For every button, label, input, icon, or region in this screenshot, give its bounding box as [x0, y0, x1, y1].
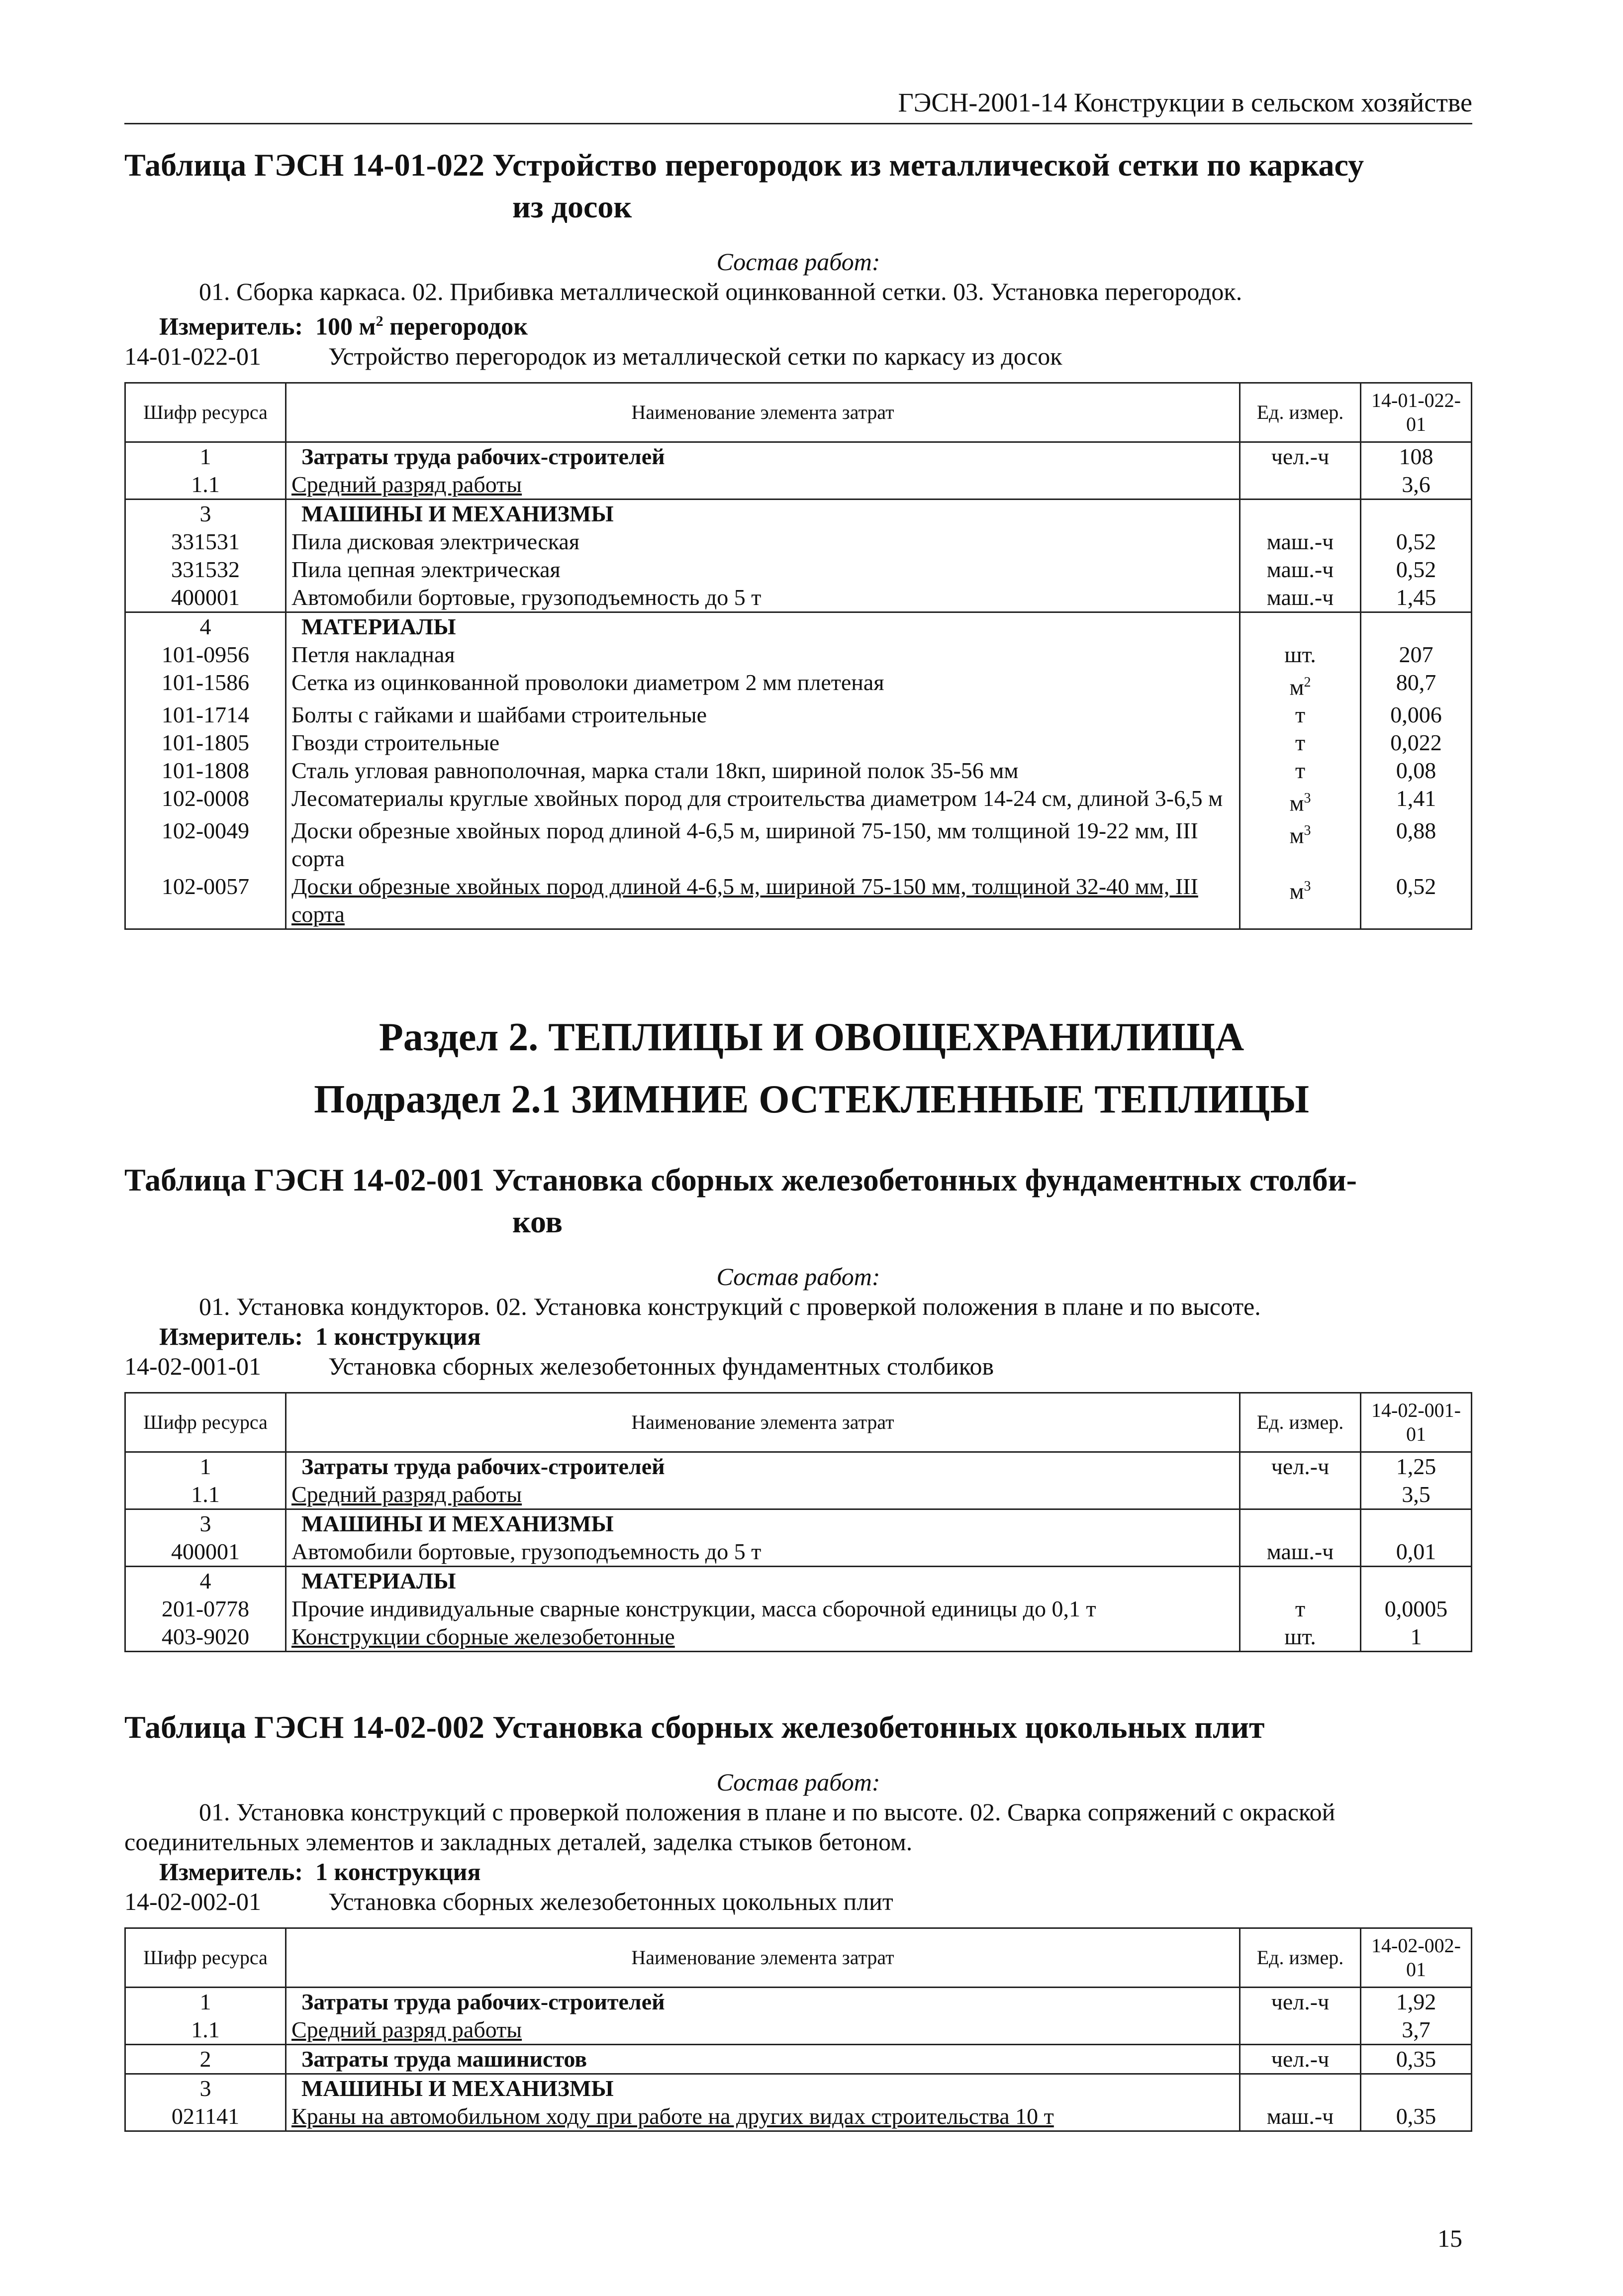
- resource-unit: [1240, 612, 1361, 641]
- resource-code: 1: [125, 442, 286, 471]
- resource-name: МАТЕРИАЛЫ: [286, 1567, 1240, 1596]
- composition-label: Состав работ:: [716, 1768, 880, 1796]
- resource-unit: т: [1240, 1595, 1361, 1623]
- norm-description: Устройство перегородок из металлической сетки по каркасу из досок: [328, 342, 1062, 370]
- resource-unit: шт.: [1240, 641, 1361, 669]
- meter-value: 1 конструкция: [315, 1322, 481, 1350]
- resource-unit: [1240, 2016, 1361, 2045]
- resource-name: МАШИНЫ И МЕХАНИЗМЫ: [286, 1509, 1240, 1538]
- table-row: [125, 641, 1472, 669]
- resource-name: Затраты труда рабочих-строителей: [286, 1452, 1240, 1481]
- resource-unit: чел.-ч: [1240, 2045, 1361, 2074]
- resource-value: 3,6: [1361, 471, 1472, 499]
- col-header-value: 14-02-002-01: [1361, 1928, 1472, 1988]
- resource-name: Болты с гайками и шайбами строительные: [286, 701, 1240, 729]
- resource-unit: [1240, 471, 1361, 499]
- resource-name: Конструкции сборные железобетонные: [286, 1623, 1240, 1652]
- composition-text: 01. Установка конструкций с проверкой положения в плане и по высоте. 02. Сварка сопряжений с окраской соединительных элементов и закладных деталей, заделка стыков бетоном.: [124, 1798, 1336, 1856]
- col-header-name: Наименование элемента затрат: [286, 383, 1240, 442]
- resource-name: Затраты труда машинистов: [286, 2045, 1240, 2074]
- table-row: [125, 729, 1472, 757]
- resource-value: 0,0005: [1361, 1595, 1472, 1623]
- resource-unit: $м^3$: [1240, 817, 1361, 873]
- resource-unit: $м^3$: [1240, 785, 1361, 817]
- table-title: [124, 144, 1472, 228]
- resource-name: Лесоматериалы круглые хвойных пород для строительства диаметром 14-24 см, длиной 3-6,5 м: [286, 785, 1240, 817]
- resource-unit: т: [1240, 729, 1361, 757]
- resource-code: 403-9020: [125, 1623, 286, 1652]
- resource-name: МАШИНЫ И МЕХАНИЗМЫ: [286, 2074, 1240, 2103]
- resource-value: 3,7: [1361, 2016, 1472, 2045]
- resource-code: 1.1: [125, 471, 286, 499]
- resource-value: 1,45: [1361, 584, 1472, 612]
- resource-code: 3: [125, 2074, 286, 2103]
- resource-value: [1361, 2074, 1472, 2103]
- resource-value: [1361, 612, 1472, 641]
- resource-value: 1: [1361, 1623, 1472, 1652]
- table-row: [125, 499, 1472, 528]
- table-row: [125, 1567, 1472, 1596]
- table-row: [125, 556, 1472, 584]
- resource-name: Средний разряд работы: [286, 471, 1240, 499]
- norm-description: Установка сборных железобетонных фундаментных столбиков: [328, 1352, 994, 1380]
- resource-unit: чел.-ч: [1240, 442, 1361, 471]
- resource-code: 1.1: [125, 1481, 286, 1509]
- page-number: 15: [1437, 2224, 1462, 2252]
- meter-line: [124, 1857, 1472, 1887]
- resource-value: 0,01: [1361, 1538, 1472, 1567]
- resource-code: 102-0049: [125, 817, 286, 873]
- resource-value: 0,022: [1361, 729, 1472, 757]
- resource-value: 0,52: [1361, 873, 1472, 929]
- table-row: [125, 2045, 1472, 2074]
- resource-code: 102-0008: [125, 785, 286, 817]
- resource-value: [1361, 499, 1472, 528]
- resource-code: 331531: [125, 528, 286, 556]
- table-block-14-01-022: [124, 144, 1472, 930]
- col-header-unit: Ед. измер.: [1240, 383, 1361, 442]
- table-title-line1: Таблица ГЭСН 14-02-001 Установка сборных железобетонных фундаментных столби-: [124, 1162, 1357, 1198]
- col-header-value: 14-01-022-01: [1361, 383, 1472, 442]
- resource-name: Прочие индивидуальные сварные конструкции, масса сборочной единицы до 0,1 т: [286, 1595, 1240, 1623]
- table-row: [125, 1595, 1472, 1623]
- resource-unit: маш.-ч: [1240, 584, 1361, 612]
- table-title-line2: ков: [512, 1204, 563, 1239]
- resource-value: 0,35: [1361, 2102, 1472, 2131]
- norm-code: 14-01-022-01: [124, 342, 261, 370]
- resource-value: 0,35: [1361, 2045, 1472, 2074]
- resource-name: Автомобили бортовые, грузоподъемность до 5 т: [286, 1538, 1240, 1567]
- resource-unit: $м^2$: [1240, 669, 1361, 701]
- resource-name: Затраты труда рабочих-строителей: [286, 1988, 1240, 2016]
- resource-code: 201-0778: [125, 1595, 286, 1623]
- table-row: [125, 2016, 1472, 2045]
- resource-code: 101-1805: [125, 729, 286, 757]
- meter-line: [124, 1321, 1472, 1351]
- norm-description: Установка сборных железобетонных цокольных плит: [328, 1888, 893, 1915]
- meter-value: 1 конструкция: [315, 1858, 481, 1886]
- resource-value: 1,25: [1361, 1452, 1472, 1481]
- resource-unit: [1240, 1481, 1361, 1509]
- resource-value: [1361, 1567, 1472, 1596]
- composition-text: 01. Установка кондукторов. 02. Установка конструкций с проверкой положения в плане и по высоте.: [199, 1293, 1261, 1320]
- col-header-unit: Ед. измер.: [1240, 1928, 1361, 1988]
- resource-table: [124, 1392, 1472, 1652]
- resource-value: 0,88: [1361, 817, 1472, 873]
- table-row: [125, 584, 1472, 612]
- resource-code: 400001: [125, 1538, 286, 1567]
- meter-label: Измеритель:: [159, 312, 303, 340]
- resource-name: МАТЕРИАЛЫ: [286, 612, 1240, 641]
- resource-name: МАШИНЫ И МЕХАНИЗМЫ: [286, 499, 1240, 528]
- resource-value: 3,5: [1361, 1481, 1472, 1509]
- resource-table: [124, 382, 1472, 930]
- table-title-line2: из досок: [512, 189, 632, 224]
- resource-name: Доски обрезные хвойных пород длиной 4-6,5 м, шириной 75-150, мм толщиной 19-22 мм, III сорта: [286, 817, 1240, 873]
- resource-value: 1,92: [1361, 1988, 1472, 2016]
- resource-unit: маш.-ч: [1240, 556, 1361, 584]
- unit-superscript: 3: [1304, 823, 1311, 839]
- resource-unit: [1240, 499, 1361, 528]
- meter-label: Измеритель:: [159, 1858, 303, 1886]
- composition-label: Состав работ:: [716, 248, 880, 276]
- table-block-14-02-001: [124, 1159, 1472, 1652]
- resource-name: Сетка из оцинкованной проволоки диаметром 2 мм плетеная: [286, 669, 1240, 701]
- resource-value: 0,52: [1361, 556, 1472, 584]
- resource-unit: [1240, 1567, 1361, 1596]
- resource-value: 1,41: [1361, 785, 1472, 817]
- table-title: [124, 1159, 1472, 1243]
- resource-code: 1: [125, 1452, 286, 1481]
- resource-value: [1361, 1509, 1472, 1538]
- resource-code: 400001: [125, 584, 286, 612]
- resource-code: 2: [125, 2045, 286, 2074]
- resource-name: Затраты труда рабочих-строителей: [286, 442, 1240, 471]
- col-header-name: Наименование элемента затрат: [286, 1928, 1240, 1988]
- resource-code: 3: [125, 1509, 286, 1538]
- table-row: [125, 785, 1472, 817]
- norm-code: 14-02-002-01: [124, 1888, 261, 1915]
- resource-name: Автомобили бортовые, грузоподъемность до 5 т: [286, 584, 1240, 612]
- unit-superscript: 2: [1304, 674, 1311, 690]
- unit-superscript: 3: [1304, 879, 1311, 895]
- col-header-code: Шифр ресурса: [125, 1928, 286, 1988]
- resource-unit: [1240, 1509, 1361, 1538]
- norm-code-line: [124, 1351, 1472, 1381]
- resource-name: Пила дисковая электрическая: [286, 528, 1240, 556]
- meter-value: 100 м: [315, 312, 376, 340]
- table-row: [125, 471, 1472, 499]
- table-row: [125, 2102, 1472, 2131]
- resource-name: Доски обрезные хвойных пород длиной 4-6,5 м, шириной 75-150 мм, толщиной 32-40 мм, III сорта: [286, 873, 1240, 929]
- norm-code: 14-02-001-01: [124, 1352, 261, 1380]
- resource-code: 3: [125, 499, 286, 528]
- resource-unit: чел.-ч: [1240, 1452, 1361, 1481]
- resource-name: Средний разряд работы: [286, 2016, 1240, 2045]
- resource-table: [124, 1927, 1472, 2132]
- table-title-line1: Таблица ГЭСН 14-01-022 Устройство перегородок из металлической сетки по каркасу: [124, 147, 1364, 183]
- resource-name: Краны на автомобильном ходу при работе на других видах строительства 10 т: [286, 2102, 1240, 2131]
- composition-label: Состав работ:: [716, 1263, 880, 1291]
- table-row: [125, 1481, 1472, 1509]
- resource-unit: маш.-ч: [1240, 1538, 1361, 1567]
- resource-code: 1.1: [125, 2016, 286, 2045]
- composition-text: 01. Сборка каркаса. 02. Прибивка металлической оцинкованной сетки. 03. Установка перегородок.: [199, 278, 1242, 305]
- section-title: Раздел 2. ТЕПЛИЦЫ И ОВОЩЕХРАНИЛИЩА: [379, 1015, 1244, 1059]
- meter-label: Измеритель:: [159, 1322, 303, 1350]
- resource-name: Пила цепная электрическая: [286, 556, 1240, 584]
- table-row: [125, 1538, 1472, 1567]
- resource-unit: шт.: [1240, 1623, 1361, 1652]
- meter-line: [124, 306, 1472, 341]
- meter-sup: 2: [376, 313, 383, 329]
- resource-value: 207: [1361, 641, 1472, 669]
- resource-unit: т: [1240, 757, 1361, 785]
- resource-unit: маш.-ч: [1240, 2102, 1361, 2131]
- resource-code: 101-0956: [125, 641, 286, 669]
- table-row: [125, 1988, 1472, 2016]
- resource-name: Гвозди строительные: [286, 729, 1240, 757]
- page-header: ГЭСН-2001-14 Конструкции в сельском хозяйстве: [124, 87, 1472, 124]
- table-row: [125, 612, 1472, 641]
- col-header-code: Шифр ресурса: [125, 1393, 286, 1452]
- resource-unit: маш.-ч: [1240, 528, 1361, 556]
- resource-unit: [1240, 2074, 1361, 2103]
- unit-superscript: 3: [1304, 790, 1311, 806]
- resource-code: 102-0057: [125, 873, 286, 929]
- table-row: [125, 528, 1472, 556]
- table-row: [125, 873, 1472, 929]
- table-row: [125, 669, 1472, 701]
- col-header-unit: Ед. измер.: [1240, 1393, 1361, 1452]
- table-block-14-02-002: [124, 1706, 1472, 2132]
- table-title-line1: Таблица ГЭСН 14-02-002 Установка сборных железобетонных цокольных плит: [124, 1709, 1265, 1745]
- table-row: [125, 701, 1472, 729]
- norm-code-line: [124, 341, 1472, 371]
- table-row: [125, 1509, 1472, 1538]
- resource-value: 108: [1361, 442, 1472, 471]
- resource-unit: т: [1240, 701, 1361, 729]
- resource-name: Петля накладная: [286, 641, 1240, 669]
- resource-code: 101-1808: [125, 757, 286, 785]
- resource-name: Сталь угловая равнополочная, марка стали 18кп, шириной полок 35-56 мм: [286, 757, 1240, 785]
- resource-value: 0,006: [1361, 701, 1472, 729]
- resource-code: 4: [125, 612, 286, 641]
- resource-code: 331532: [125, 556, 286, 584]
- resource-code: 021141: [125, 2102, 286, 2131]
- resource-unit: $м^3$: [1240, 873, 1361, 929]
- resource-value: 0,08: [1361, 757, 1472, 785]
- table-row: [125, 2074, 1472, 2103]
- norm-code-line: [124, 1887, 1472, 1916]
- meter-suffix: перегородок: [383, 312, 528, 340]
- resource-value: 80,7: [1361, 669, 1472, 701]
- resource-code: 4: [125, 1567, 286, 1596]
- col-header-name: Наименование элемента затрат: [286, 1393, 1240, 1452]
- col-header-code: Шифр ресурса: [125, 383, 286, 442]
- col-header-value: 14-02-001-01: [1361, 1393, 1472, 1452]
- table-title: [124, 1706, 1472, 1748]
- resource-unit: чел.-ч: [1240, 1988, 1361, 2016]
- table-row: [125, 1623, 1472, 1652]
- table-row: [125, 757, 1472, 785]
- resource-code: 1: [125, 1988, 286, 2016]
- subsection-title: Подраздел 2.1 ЗИМНИЕ ОСТЕКЛЕННЫЕ ТЕПЛИЦЫ: [314, 1078, 1309, 1121]
- resource-name: Средний разряд работы: [286, 1481, 1240, 1509]
- table-row: [125, 1452, 1472, 1481]
- table-row: [125, 817, 1472, 873]
- resource-value: 0,52: [1361, 528, 1472, 556]
- resource-code: 101-1714: [125, 701, 286, 729]
- resource-code: 101-1586: [125, 669, 286, 701]
- table-row: [125, 442, 1472, 471]
